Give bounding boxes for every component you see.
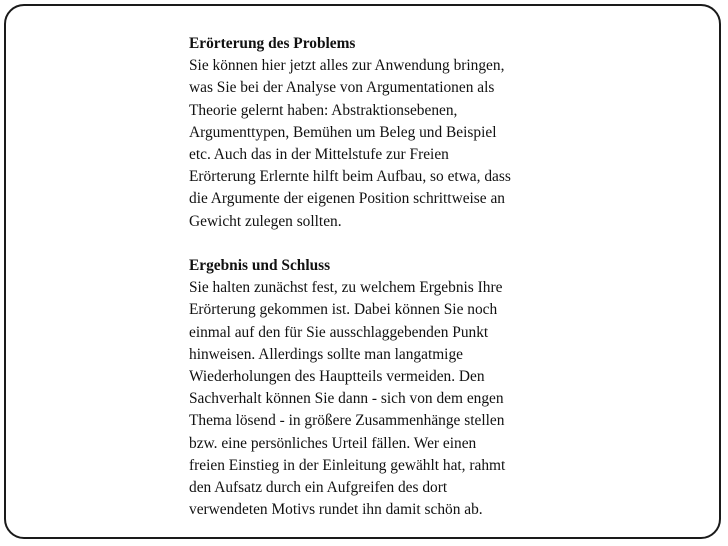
body-line: freien Einstieg in der Einleitung gewählt hat, rahmt: [189, 456, 506, 474]
body-line: den Aufsatz durch ein Aufgreifen des dort: [189, 479, 448, 497]
body-line: verwendeten Motivs rundet ihn damit schön ab.: [189, 501, 483, 519]
body-line: Gewicht zulegen sollten.: [189, 212, 342, 230]
body-line: Wiederholungen des Hauptteils vermeiden. Den: [189, 368, 485, 386]
body-line: hinweisen. Allerdings sollte man langatmige: [189, 345, 463, 363]
body-line: Argumenttypen, Bemühen um Beleg und Beispiel: [189, 123, 497, 141]
section-heading-problem: Erörterung des Problems: [189, 35, 356, 52]
body-line: Theorie gelernt haben: Abstraktionsebenen,: [189, 101, 458, 119]
paragraph-spacer: [189, 233, 549, 255]
body-line: Thema lösend - in größere Zusammenhänge stellen: [189, 412, 505, 430]
body-line: Sie können hier jetzt alles zur Anwendung bringen,: [189, 57, 505, 75]
body-line: Erörterung Erlernte hilft beim Aufbau, so etwa, dass: [189, 168, 511, 186]
body-line: was Sie bei der Analyse von Argumentationen als: [189, 79, 495, 97]
body-line: einmal auf den für Sie ausschlaggebenden Punkt: [189, 323, 489, 341]
body-line: etc. Auch das in der Mittelstufe zur Freien: [189, 146, 449, 164]
slide-text: [189, 33, 549, 521]
body-line: bzw. eine persönliches Urteil fällen. Wer einen: [189, 434, 477, 452]
body-line: Sachverhalt können Sie dann - sich von dem engen: [189, 390, 504, 408]
section-heading-result: Ergebnis und Schluss: [189, 257, 331, 275]
body-line: Sie halten zunächst fest, zu welchem Ergebnis Ihre: [189, 279, 503, 297]
body-line: Erörterung gekommen ist. Dabei können Sie noch: [189, 301, 498, 319]
body-line: die Argumente der eigenen Position schrittweise an: [189, 190, 506, 208]
